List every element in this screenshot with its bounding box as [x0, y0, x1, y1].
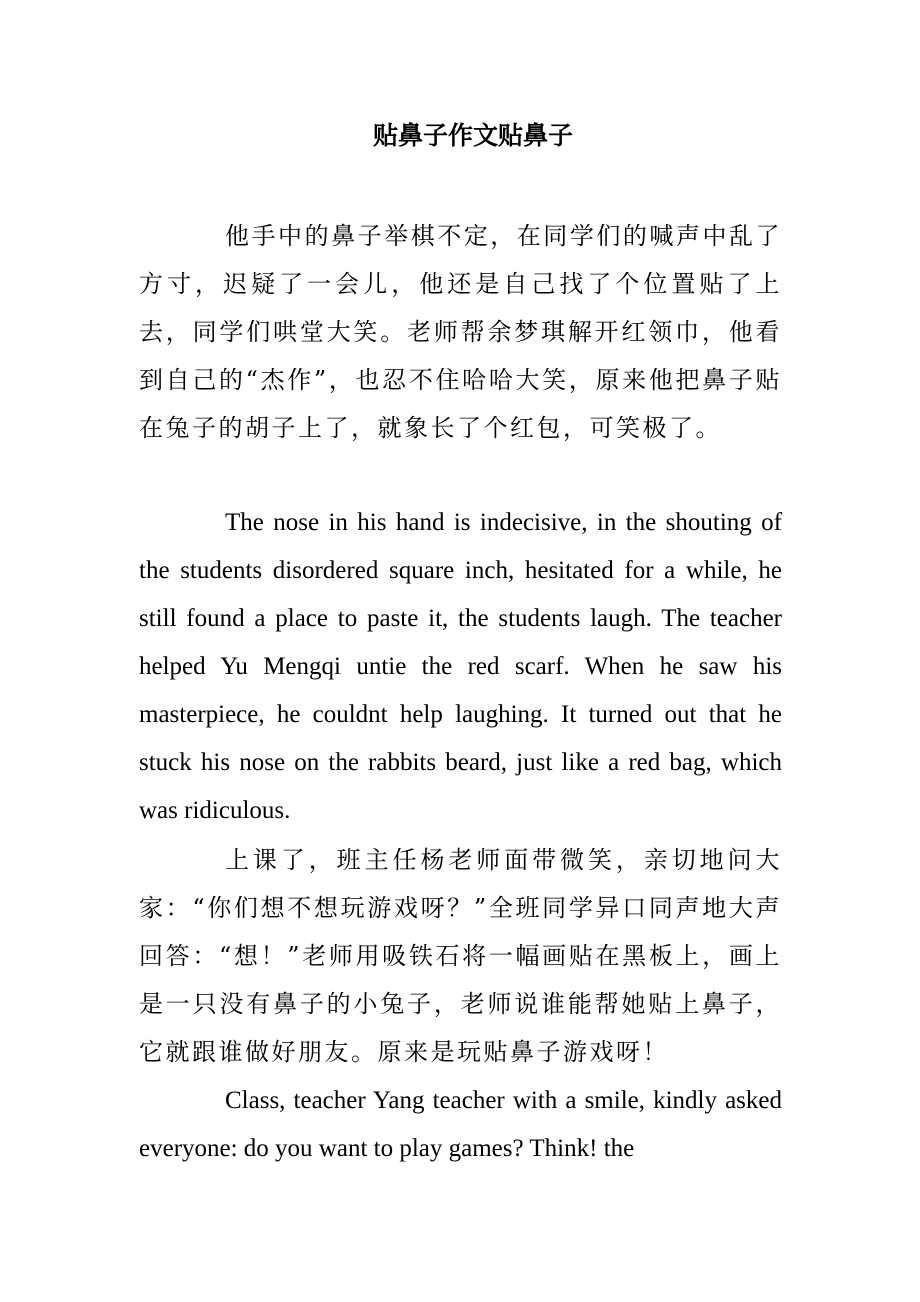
- paragraph-chinese-1: 他手中的鼻子举棋不定，在同学们的喊声中乱了方寸，迟疑了一会儿，他还是自己找了个位置贴了上去，同学们哄堂大笑。老师帮余梦琪解开红领巾，他看到自己的“杰作”，也忍不住哈哈大笑，原来他把鼻子贴在兔子的胡子上了，就象长了个红包，可笑极了。: [139, 222, 782, 442]
- document-title: 贴鼻子作文贴鼻子: [372, 121, 573, 150]
- paragraph-english-2: Class, teacher Yang teacher with a smile, kindly asked everyone: do you want to play games? Think! the: [139, 1087, 782, 1162]
- paragraph-english-1: The nose in his hand is indecisive, in the shouting of the students disordered square inch, hesitated for a while, he still found a place to paste it, the students laugh. The teacher helped Yu Mengqi untie the red scarf. When he saw his masterpiece, he couldnt help laughing. It turned out that he stuck his nose on the rabbits beard, just like a red bag, which was ridiculous.: [139, 509, 782, 824]
- paragraph-chinese-2: 上课了，班主任杨老师面带微笑，亲切地问大家：“你们想不想玩游戏呀？”全班同学异口同声地大声回答：“想！”老师用吸铁石将一幅画贴在黑板上，画上是一只没有鼻子的小兔子，老师说谁能帮她贴上鼻子，它就跟谁做好朋友。原来是玩贴鼻子游戏呀！: [139, 846, 782, 1066]
